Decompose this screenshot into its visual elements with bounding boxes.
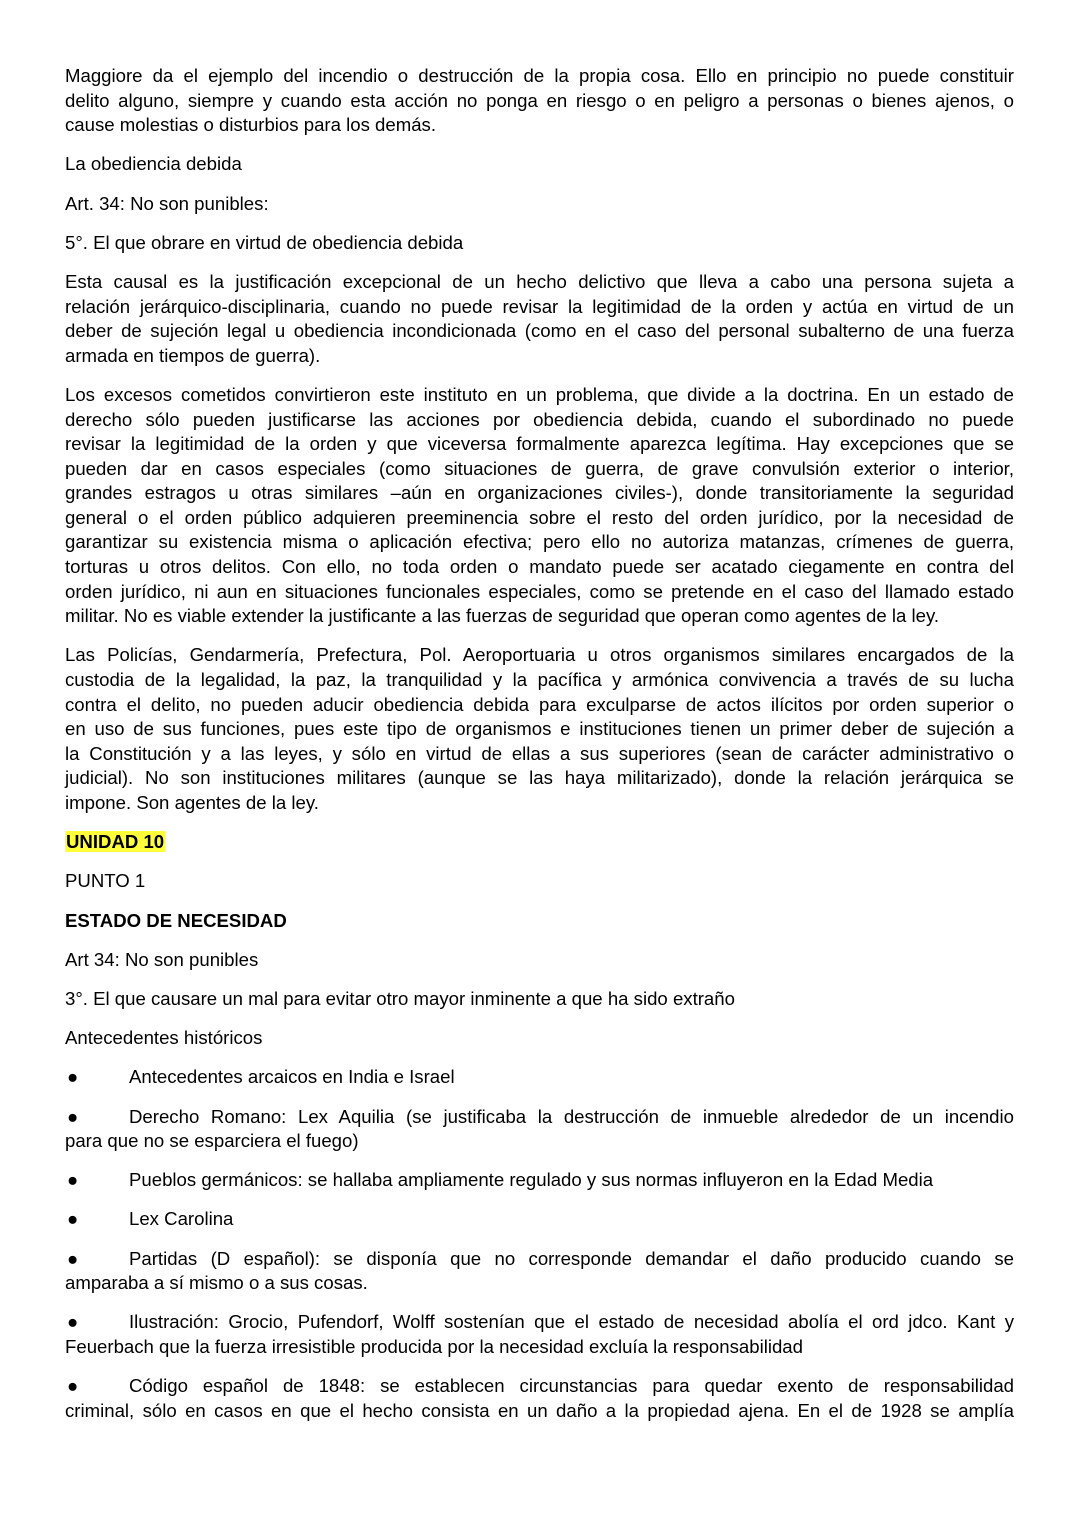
list-item-text: Antecedentes arcaicos en India e Israel: [129, 1066, 455, 1088]
bullet-icon: ●: [67, 1066, 79, 1088]
text-line: deber de sujeción legal u obediencia incondicionada (como en el caso del personal subalterno de una fuerza: [65, 320, 1014, 342]
text-line: revisar la legitimidad de la orden y que viceversa formalmente aparezca legítima. Hay excepciones que se: [65, 433, 1014, 455]
inciso-3: 3°. El que causare un mal para evitar otro mayor inminente a que ha sido extraño: [65, 987, 735, 1009]
list-item-text: Partidas (D español): se disponía que no corresponde demandar el daño producido cuando se: [129, 1247, 1014, 1269]
bullet-icon: ●: [67, 1105, 79, 1127]
list-item-text: Lex Carolina: [129, 1208, 234, 1230]
list-item-text: criminal, sólo en casos en que el hecho consista en un daño a la propiedad ajena. En el de 1928 se amplía: [65, 1399, 1014, 1421]
text-line: torturas u otros delitos. Con ello, no toda orden o mandato puede ser acatado ciegamente en contra del: [65, 556, 1014, 578]
text-line: contra el delito, no pueden aducir obediencia debida para exculparse de actos ilícitos por orden superior o: [65, 693, 1014, 715]
text-line: general o el orden público adquieren preeminencia sobre el resto del orden jurídico, por la necesidad de: [65, 506, 1014, 528]
list-item: [65, 1207, 1014, 1232]
list-item: [65, 1065, 1014, 1090]
list-item-text: para que no se esparciera el fuego): [65, 1130, 359, 1152]
text-line: Esta causal es la justificación excepcional de un hecho delictivo que lleva a cabo una persona sujeta a: [65, 270, 1014, 292]
paragraph-intro: [65, 64, 1014, 138]
heading-obediencia-debida: La obediencia debida: [65, 153, 242, 175]
unit-heading: [65, 830, 1014, 855]
list-item: [65, 1374, 1014, 1423]
heading-antecedentes: Antecedentes históricos: [65, 1027, 263, 1049]
text-line: orden jurídico, ni aun en situaciones funcionales especiales, como se pretende en el caso del llamado estado: [65, 580, 1014, 602]
list-item-text: amparaba a sí mismo o a sus cosas.: [65, 1272, 368, 1294]
text-line: delito alguno, siempre y cuando esta acción no ponga en riesgo o en peligro a personas o bienes ajenos, o: [65, 89, 1014, 111]
text-line: custodia de la legalidad, la paz, la tranquilidad y la pacífica y armónica convivencia a través de su lucha: [65, 669, 1014, 691]
paragraph-policias: [65, 643, 1014, 815]
text-line: Maggiore da el ejemplo del incendio o destrucción de la propia cosa. Ello en principio no puede constituir: [65, 65, 1014, 86]
list-item-text: Código español de 1848: se establecen circunstancias para quedar exento de responsabilidad: [129, 1375, 1014, 1397]
text-line: garantizar su existencia misma o aplicación efectiva; pero ello no autoriza matanzas, crímenes de guerra,: [65, 531, 1014, 553]
list-item-text: Pueblos germánicos: se hallaba ampliamente regulado y sus normas influyeron en la Edad Media: [129, 1169, 934, 1191]
list-item-text: Feuerbach que la fuerza irresistible producida por la necesidad excluía la responsabilidad: [65, 1336, 803, 1358]
text-line: impone. Son agentes de la ley.: [65, 792, 319, 813]
list-item: [65, 1310, 1014, 1359]
list-item: [65, 1168, 1014, 1193]
list-item: [65, 1105, 1014, 1154]
bullet-icon: ●: [67, 1375, 79, 1397]
unit-highlight-label: UNIDAD 10: [66, 831, 165, 853]
bullet-icon: ●: [67, 1169, 79, 1191]
text-line: armada en tiempos de guerra).: [65, 344, 321, 366]
text-line: la Constitución y a las leyes, y sólo en virtud de ellas a sus superiores (sean de carácter administrativo o: [65, 742, 1014, 764]
article-34-reference: Art. 34: No son punibles:: [65, 192, 269, 214]
bullet-icon: ●: [67, 1311, 79, 1333]
text-line: pueden dar en casos especiales (como situaciones de guerra, de grave convulsión exterior o interior,: [65, 457, 1014, 479]
article-34-reference-b: Art 34: No son punibles: [65, 948, 259, 970]
list-item-text: Derecho Romano: Lex Aquilia (se justificaba la destrucción de inmueble alrededor de un incendio: [129, 1105, 1014, 1127]
text-line: derecho sólo pueden justificarse las acciones por obediencia debida, cuando el subordinado no puede: [65, 408, 1014, 430]
inciso-5: 5°. El que obrare en virtud de obediencia debida: [65, 231, 464, 253]
punto-heading: PUNTO 1: [65, 870, 146, 892]
text-line: judicial). No son instituciones militares (aunque se las haya militarizado), donde la relación jerárquica se: [65, 767, 1014, 789]
list-item: [65, 1247, 1014, 1296]
paragraph-causal: [65, 270, 1014, 368]
paragraph-excesos: [65, 383, 1014, 629]
bullet-icon: ●: [67, 1247, 79, 1269]
text-line: militar. No es viable extender la justificante a las fuerzas de seguridad que operan como agentes de la ley.: [65, 605, 940, 627]
text-line: cause molestias o disturbios para los demás.: [65, 114, 437, 136]
bullet-icon: ●: [67, 1208, 79, 1230]
text-line: relación jerárquico-disciplinaria, cuando no puede revisar la legitimidad de la orden y actúa en virtud de un: [65, 295, 1014, 317]
text-line: Las Policías, Gendarmería, Prefectura, Pol. Aeroportuaria u otros organismos similares encargados de la: [65, 644, 1014, 666]
document-page: [65, 64, 1014, 1438]
section-title-estado-de-necesidad: ESTADO DE NECESIDAD: [65, 909, 287, 931]
list-item-text: Ilustración: Grocio, Pufendorf, Wolff sostenían que el estado de necesidad abolía el ord jdco. Kant y: [129, 1311, 1014, 1333]
text-line: en uso de sus funciones, pues este tipo de organismos e instituciones tienen un primer deber de sujeción a: [65, 718, 1014, 740]
text-line: grandes estragos u otras similares –aún en organizaciones civiles-), donde transitoriamente la seguridad: [65, 482, 1014, 504]
text-line: Los excesos cometidos convirtieron este instituto en un problema, que divide a la doctrina. En un estado de: [65, 383, 1014, 405]
